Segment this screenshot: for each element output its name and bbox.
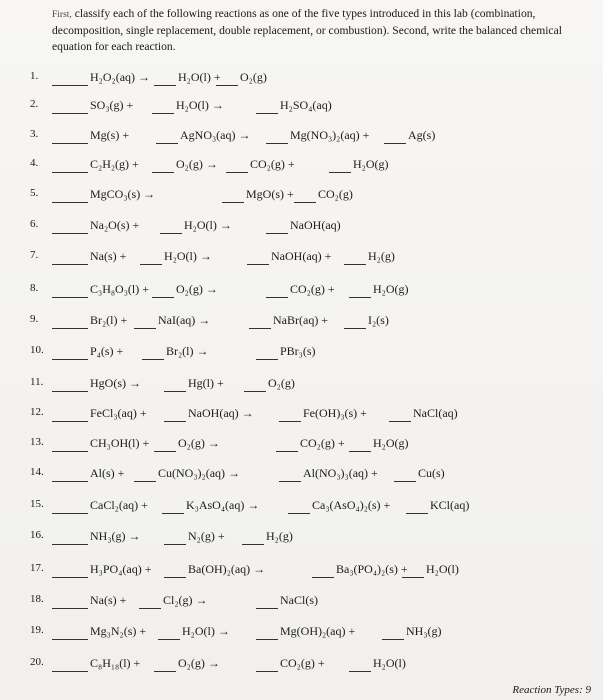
- instructions: [52, 6, 582, 55]
- coefficient-blank[interactable]: [389, 421, 411, 422]
- reaction-term: Mg₃N₂(s) +: [90, 624, 147, 638]
- coefficient-blank[interactable]: [256, 671, 278, 672]
- reaction-row: [18, 376, 598, 396]
- reaction-row: [18, 562, 598, 582]
- coefficient-blank[interactable]: [266, 297, 288, 298]
- coefficient-blank[interactable]: [52, 544, 88, 545]
- reaction-term: NaCl(s): [280, 593, 318, 607]
- coefficient-blank[interactable]: [244, 391, 266, 392]
- reaction-term: CO₂(g) +: [300, 436, 345, 450]
- coefficient-blank[interactable]: [266, 233, 288, 234]
- reaction-number: 6.: [30, 218, 39, 230]
- reaction-term: NaOH(aq) +: [271, 249, 332, 263]
- reaction-term: FeCl₃(aq) +: [90, 406, 147, 420]
- coefficient-blank[interactable]: [256, 359, 278, 360]
- coefficient-blank[interactable]: [162, 513, 184, 514]
- reaction-term: NaOH(aq): [290, 218, 341, 232]
- reaction-term: CH₃OH(l) +: [90, 436, 150, 450]
- coefficient-blank[interactable]: [52, 328, 88, 329]
- reaction-number: 8.: [30, 282, 39, 294]
- reaction-term: AgNO₃(aq) →: [180, 128, 251, 142]
- reaction-term: CO₂(g) +: [280, 656, 325, 670]
- reaction-number: 20.: [30, 656, 44, 668]
- reaction-term: O₂(g) →: [178, 436, 220, 450]
- reaction-number: 5.: [30, 187, 39, 199]
- reaction-number: 18.: [30, 593, 44, 605]
- reaction-term: H₂O(g): [373, 436, 409, 450]
- reaction-number: 14.: [30, 466, 44, 478]
- coefficient-blank[interactable]: [52, 143, 88, 144]
- coefficient-blank[interactable]: [222, 202, 244, 203]
- reaction-term: H₂O₂(aq) →: [90, 70, 151, 84]
- reaction-row: [18, 624, 598, 644]
- reaction-term: H₂O(l) →: [176, 98, 224, 112]
- coefficient-blank[interactable]: [164, 421, 186, 422]
- coefficient-blank[interactable]: [249, 328, 271, 329]
- coefficient-blank[interactable]: [349, 671, 371, 672]
- coefficient-blank[interactable]: [344, 264, 366, 265]
- coefficient-blank[interactable]: [52, 608, 88, 609]
- reaction-row: [18, 70, 598, 90]
- reaction-term: H₂O(l) →: [182, 624, 230, 638]
- coefficient-blank[interactable]: [349, 451, 371, 452]
- reaction-term: H₂(g): [368, 249, 395, 263]
- reaction-term: NaBr(aq) +: [273, 313, 329, 327]
- reaction-term: O₂(g) →: [176, 157, 218, 171]
- coefficient-blank[interactable]: [52, 639, 88, 640]
- reaction-term: Ba₃(PO₄)₂(s) +: [336, 562, 408, 576]
- coefficient-blank[interactable]: [152, 297, 174, 298]
- coefficient-blank[interactable]: [279, 421, 301, 422]
- reaction-number: 2.: [30, 98, 39, 110]
- reaction-term: O₂(g) →: [178, 656, 220, 670]
- reaction-number: 4.: [30, 157, 39, 169]
- reaction-term: CaCl₂(aq) +: [90, 498, 148, 512]
- reaction-number: 11.: [30, 376, 44, 388]
- coefficient-blank[interactable]: [242, 544, 264, 545]
- reaction-term: O₂(g) →: [176, 282, 218, 296]
- coefficient-blank[interactable]: [154, 451, 176, 452]
- coefficient-blank[interactable]: [276, 451, 298, 452]
- coefficient-blank[interactable]: [154, 671, 176, 672]
- reaction-row: [18, 218, 598, 238]
- reaction-term: KCl(aq): [430, 498, 470, 512]
- coefficient-blank[interactable]: [266, 143, 288, 144]
- reaction-term: Br₂(l) +: [90, 313, 128, 327]
- coefficient-blank[interactable]: [52, 391, 88, 392]
- coefficient-blank[interactable]: [134, 328, 156, 329]
- reaction-row: [18, 656, 598, 676]
- reaction-term: NaI(aq) →: [158, 313, 211, 327]
- reaction-number: 1.: [30, 70, 39, 82]
- coefficient-blank[interactable]: [158, 639, 180, 640]
- coefficient-blank[interactable]: [52, 481, 88, 482]
- coefficient-blank[interactable]: [52, 202, 88, 203]
- reaction-term: C₈H₁₈(l) +: [90, 656, 141, 670]
- reaction-term: H₂O(l) +: [178, 70, 221, 84]
- reaction-term: Ag(s): [408, 128, 436, 142]
- coefficient-blank[interactable]: [52, 513, 88, 514]
- reaction-term: H₂O(l) →: [164, 249, 212, 263]
- coefficient-blank[interactable]: [139, 608, 161, 609]
- reaction-row: [18, 344, 598, 364]
- instructions-first-word: First,: [52, 10, 72, 20]
- reaction-term: Al(s) +: [90, 466, 125, 480]
- reaction-row: [18, 593, 598, 613]
- coefficient-blank[interactable]: [52, 264, 88, 265]
- coefficient-blank[interactable]: [294, 202, 316, 203]
- coefficient-blank[interactable]: [349, 297, 371, 298]
- reaction-term: Fe(OH)₃(s) +: [303, 406, 367, 420]
- coefficient-blank[interactable]: [247, 264, 269, 265]
- reaction-term: Ba(OH)₂(aq) →: [188, 562, 266, 576]
- reaction-term: Na(s) +: [90, 249, 127, 263]
- reaction-number: 15.: [30, 498, 44, 510]
- reaction-number: 10.: [30, 344, 44, 356]
- coefficient-blank[interactable]: [52, 113, 88, 114]
- reaction-term: O₂(g): [240, 70, 267, 84]
- reaction-term: Hg(l) +: [188, 376, 224, 390]
- reaction-term: NaOH(aq) →: [188, 406, 254, 420]
- reaction-term: PBr₃(s): [280, 344, 316, 358]
- reaction-term: Br₂(l) →: [166, 344, 209, 358]
- reaction-term: H₂O(g): [373, 282, 409, 296]
- reaction-number: 17.: [30, 562, 44, 574]
- coefficient-blank[interactable]: [152, 172, 174, 173]
- reaction-term: Cu(NO₃)₂(aq) →: [158, 466, 241, 480]
- reaction-row: [18, 128, 598, 148]
- reaction-term: K₃AsO₄(aq) →: [186, 498, 260, 512]
- coefficient-blank[interactable]: [142, 359, 164, 360]
- reaction-term: H₃PO₄(aq) +: [90, 562, 152, 576]
- instructions-text: classify each of the following reactions as one of the five types introduced in this lab (combination, decomposition, single replacement, double replacement, or combustion). Second, write the balanced chemical equation for each reaction.: [52, 7, 562, 53]
- coefficient-blank[interactable]: [52, 671, 88, 672]
- reaction-term: H₂O(l): [426, 562, 459, 576]
- reaction-row: [18, 282, 598, 302]
- coefficient-blank[interactable]: [312, 577, 334, 578]
- reaction-number: 19.: [30, 624, 44, 636]
- reaction-number: 16.: [30, 529, 44, 541]
- coefficient-blank[interactable]: [52, 577, 88, 578]
- coefficient-blank[interactable]: [406, 513, 428, 514]
- reaction-term: NH₃(g): [406, 624, 442, 638]
- reaction-term: H₂O(l): [373, 656, 406, 670]
- coefficient-blank[interactable]: [52, 359, 88, 360]
- reaction-term: H₂O(g): [353, 157, 389, 171]
- reaction-row: [18, 529, 598, 549]
- reaction-term: Al(NO₃)₃(aq) +: [303, 466, 378, 480]
- coefficient-blank[interactable]: [156, 143, 178, 144]
- coefficient-blank[interactable]: [384, 143, 406, 144]
- reaction-number: 12.: [30, 406, 44, 418]
- reaction-number: 9.: [30, 313, 39, 325]
- reaction-term: Mg(s) +: [90, 128, 130, 142]
- coefficient-blank[interactable]: [382, 639, 404, 640]
- reaction-number: 13.: [30, 436, 44, 448]
- reaction-term: Cl₂(g) →: [163, 593, 208, 607]
- reaction-term: N₂(g) +: [188, 529, 225, 543]
- reaction-term: SO₃(g) +: [90, 98, 134, 112]
- reaction-term: H₂O(l) →: [184, 218, 232, 232]
- coefficient-blank[interactable]: [402, 577, 424, 578]
- coefficient-blank[interactable]: [154, 85, 176, 86]
- coefficient-blank[interactable]: [329, 172, 351, 173]
- reaction-term: Mg(OH)₂(aq) +: [280, 624, 356, 638]
- reaction-term: NaCl(aq): [413, 406, 458, 420]
- reaction-row: [18, 98, 598, 118]
- coefficient-blank[interactable]: [226, 172, 248, 173]
- reaction-term: Ca₃(AsO₄)₂(s) +: [312, 498, 391, 512]
- reaction-term: NH₃(g) →: [90, 529, 141, 543]
- coefficient-blank[interactable]: [216, 85, 238, 86]
- coefficient-blank[interactable]: [256, 113, 278, 114]
- reaction-term: P₄(s) +: [90, 344, 124, 358]
- coefficient-blank[interactable]: [52, 451, 88, 452]
- coefficient-blank[interactable]: [52, 85, 88, 86]
- reaction-term: CO₂(g) +: [250, 157, 295, 171]
- reaction-term: C₂H₂(g) +: [90, 157, 139, 171]
- reaction-term: MgCO₃(s) →: [90, 187, 156, 201]
- reaction-term: Cu(s): [418, 466, 445, 480]
- coefficient-blank[interactable]: [344, 328, 366, 329]
- reaction-term: CO₂(g) +: [290, 282, 335, 296]
- reaction-row: [18, 406, 598, 426]
- coefficient-blank[interactable]: [140, 264, 162, 265]
- coefficient-blank[interactable]: [52, 297, 88, 298]
- coefficient-blank[interactable]: [52, 172, 88, 173]
- coefficient-blank[interactable]: [256, 608, 278, 609]
- coefficient-blank[interactable]: [152, 113, 174, 114]
- reaction-term: C₃H₈O₃(l) +: [90, 282, 149, 296]
- reaction-term: I₂(s): [368, 313, 389, 327]
- reaction-term: H₂SO₄(aq): [280, 98, 332, 112]
- reaction-row: [18, 249, 598, 269]
- reaction-row: [18, 187, 598, 207]
- coefficient-blank[interactable]: [52, 233, 88, 234]
- coefficient-blank[interactable]: [164, 544, 186, 545]
- reaction-row: [18, 313, 598, 333]
- reaction-term: H₂(g): [266, 529, 293, 543]
- coefficient-blank[interactable]: [279, 481, 301, 482]
- coefficient-blank[interactable]: [394, 481, 416, 482]
- coefficient-blank[interactable]: [134, 481, 156, 482]
- reaction-term: Na(s) +: [90, 593, 127, 607]
- reaction-types-footer: Reaction Types: 9: [512, 684, 591, 696]
- coefficient-blank[interactable]: [256, 639, 278, 640]
- reaction-term: CO₂(g): [318, 187, 353, 201]
- reaction-term: Na₂O(s) +: [90, 218, 140, 232]
- coefficient-blank[interactable]: [52, 421, 88, 422]
- reaction-term: O₂(g): [268, 376, 295, 390]
- coefficient-blank[interactable]: [164, 391, 186, 392]
- reaction-term: Mg(NO₃)₂(aq) +: [290, 128, 370, 142]
- coefficient-blank[interactable]: [164, 577, 186, 578]
- reaction-row: [18, 466, 598, 486]
- reaction-row: [18, 436, 598, 456]
- coefficient-blank[interactable]: [288, 513, 310, 514]
- coefficient-blank[interactable]: [160, 233, 182, 234]
- reaction-term: MgO(s) +: [246, 187, 294, 201]
- reaction-term: HgO(s) →: [90, 376, 141, 390]
- reaction-number: 3.: [30, 128, 39, 140]
- reaction-number: 7.: [30, 249, 39, 261]
- reaction-row: [18, 498, 598, 518]
- reaction-row: [18, 157, 598, 177]
